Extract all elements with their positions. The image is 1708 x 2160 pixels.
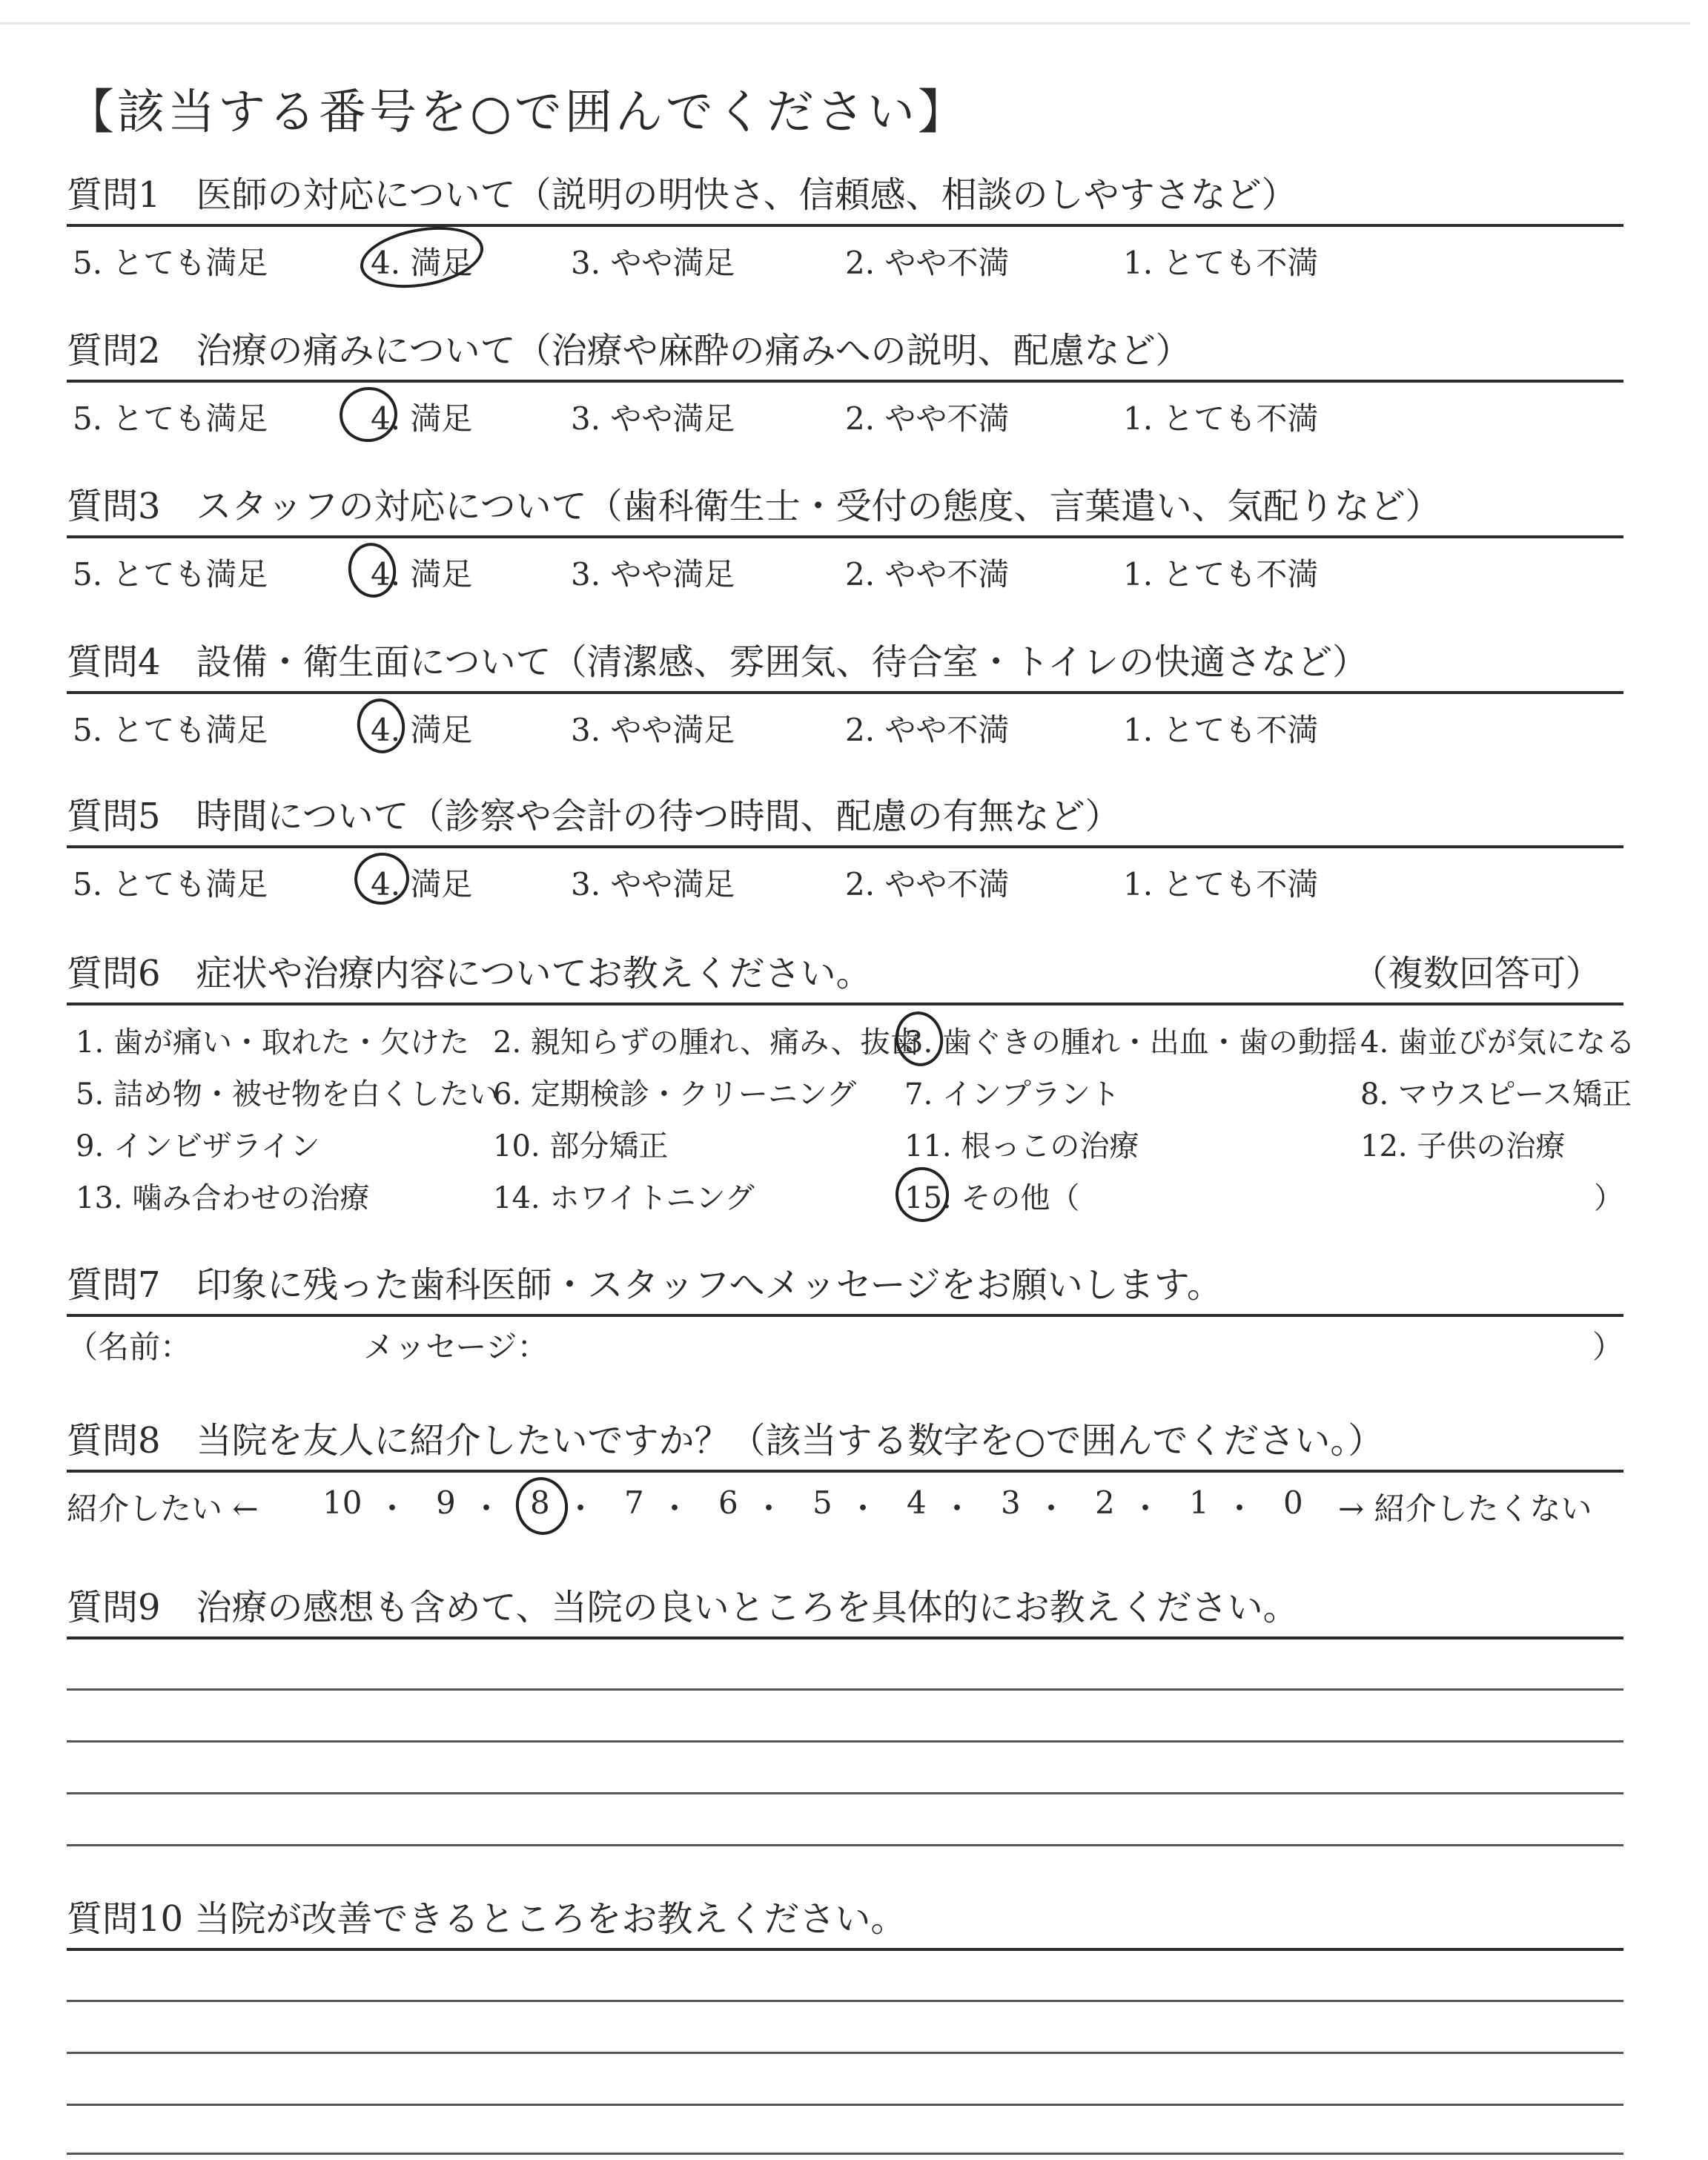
question-2 bbox=[67, 326, 1623, 436]
question-2-title: 質問2 治療の痛みについて（治療や麻酔の痛みへの説明、配慮など） bbox=[67, 330, 1191, 371]
scale-value-5[interactable]: 5 bbox=[812, 1484, 833, 1521]
scan-edge bbox=[0, 22, 1690, 24]
question-8 bbox=[67, 1416, 1623, 1526]
scale-separator: ・ bbox=[565, 1490, 597, 1527]
question-4-title: 質問4 設備・衛生面について（清潔感、雰囲気、待合室・トイレの快適さなど） bbox=[67, 641, 1368, 683]
scale-separator: ・ bbox=[659, 1490, 691, 1527]
question-9 bbox=[67, 1583, 1623, 1877]
scale-separator: ・ bbox=[1036, 1490, 1068, 1527]
scale-value-4[interactable]: 4 bbox=[907, 1484, 927, 1521]
scale-separator: ・ bbox=[377, 1490, 408, 1527]
question-3-title: 質問3 スタッフの対応について（歯科衛生士・受付の態度、言葉遣い、気配りなど） bbox=[67, 486, 1441, 527]
symptom-option-5[interactable]: 5. 詰め物・被せ物を白くしたい bbox=[76, 1077, 499, 1112]
question-3-options bbox=[67, 538, 1623, 592]
scale-separator: ・ bbox=[847, 1490, 879, 1527]
option-5[interactable]: 5. とても満足 bbox=[73, 866, 268, 902]
writing-line bbox=[67, 2000, 1623, 2002]
question-8-title: 質問8 当院を友人に紹介したいですか？（該当する数字を○で囲んでください。） bbox=[67, 1420, 1384, 1462]
symptom-option-9[interactable]: 9. インビザライン bbox=[76, 1129, 320, 1163]
writing-line bbox=[67, 2153, 1623, 2155]
scale-left-label: 紹介したい ← bbox=[67, 1490, 259, 1527]
other-close-paren: ） bbox=[1594, 1181, 1623, 1215]
scale-separator: ・ bbox=[941, 1490, 973, 1527]
option-3[interactable]: 3. やや満足 bbox=[571, 712, 735, 748]
message-close-paren: ） bbox=[1592, 1329, 1623, 1365]
question-4 bbox=[67, 638, 1623, 747]
symptom-option-7[interactable]: 7. インプラント bbox=[904, 1077, 1120, 1112]
option-1[interactable]: 1. とても不満 bbox=[1123, 245, 1319, 281]
question-5 bbox=[67, 792, 1623, 902]
symptom-option-1[interactable]: 1. 歯が痛い・取れた・欠けた bbox=[76, 1025, 469, 1060]
symptom-option-13[interactable]: 13. 噛み合わせの治療 bbox=[76, 1181, 370, 1215]
scale-value-7[interactable]: 7 bbox=[624, 1484, 644, 1521]
writing-line bbox=[67, 2104, 1623, 2106]
option-4[interactable]: 4. 満足 bbox=[371, 712, 473, 748]
question-7-fields bbox=[67, 1317, 1623, 1365]
option-2[interactable]: 2. やや不満 bbox=[845, 245, 1010, 281]
scale-value-2[interactable]: 2 bbox=[1095, 1484, 1115, 1521]
option-3[interactable]: 3. やや満足 bbox=[571, 556, 735, 592]
option-2[interactable]: 2. やや不満 bbox=[845, 712, 1010, 748]
option-4[interactable]: 4. 満足 bbox=[371, 556, 473, 592]
symptom-option-10[interactable]: 10. 部分矯正 bbox=[493, 1129, 669, 1163]
option-1[interactable]: 1. とても不満 bbox=[1123, 556, 1319, 592]
question-10-title: 質問10 当院が改善できるところをお教えください。 bbox=[67, 1898, 907, 1940]
scale-value-9[interactable]: 9 bbox=[436, 1484, 456, 1521]
option-2[interactable]: 2. やや不満 bbox=[845, 556, 1010, 592]
scale-value-0[interactable]: 0 bbox=[1283, 1484, 1303, 1521]
symptom-option-8[interactable]: 8. マウスピース矯正 bbox=[1360, 1077, 1632, 1112]
question-6-title bbox=[67, 949, 1623, 998]
option-5[interactable]: 5. とても満足 bbox=[73, 245, 268, 281]
option-4[interactable]: 4. 満足 bbox=[371, 866, 473, 902]
recommend-scale bbox=[67, 1473, 1623, 1526]
symptom-option-15[interactable]: 15. その他（ bbox=[904, 1181, 1080, 1215]
question-7 bbox=[67, 1261, 1623, 1365]
option-2[interactable]: 2. やや不満 bbox=[845, 866, 1010, 902]
writing-line bbox=[67, 1844, 1623, 1846]
scale-value-1[interactable]: 1 bbox=[1189, 1484, 1209, 1521]
symptom-option-6[interactable]: 6. 定期検診・クリーニング bbox=[493, 1077, 857, 1112]
page-heading: 【該当する番号を○で囲んでください】 bbox=[67, 85, 968, 140]
symptom-option-11[interactable]: 11. 根っこの治療 bbox=[904, 1129, 1139, 1163]
question-6 bbox=[67, 949, 1635, 1221]
question-1-title: 質問1 医師の対応について（説明の明快さ、信頼感、相談のしやすさなど） bbox=[67, 174, 1297, 216]
question-3 bbox=[67, 482, 1623, 592]
question-5-title: 質問5 時間について（診察や会計の待つ時間、配慮の有無など） bbox=[67, 796, 1121, 837]
scale-separator: ・ bbox=[471, 1490, 503, 1527]
writing-line bbox=[67, 1740, 1623, 1743]
symptom-option-3[interactable]: 3. 歯ぐきの腫れ・出血・歯の動揺 bbox=[904, 1025, 1357, 1060]
question-4-options bbox=[67, 694, 1623, 747]
option-3[interactable]: 3. やや満足 bbox=[571, 400, 735, 437]
message-label: メッセージ： bbox=[363, 1329, 549, 1365]
option-2[interactable]: 2. やや不満 bbox=[845, 400, 1010, 437]
scale-separator: ・ bbox=[1224, 1490, 1256, 1527]
question-10-answer-area[interactable] bbox=[67, 1951, 1623, 2159]
question-1-options bbox=[67, 227, 1623, 280]
question-10 bbox=[67, 1895, 1623, 2159]
question-6-text: 質問6 症状や治療内容についてお教えください。 bbox=[67, 953, 872, 994]
writing-line bbox=[67, 1688, 1623, 1691]
option-1[interactable]: 1. とても不満 bbox=[1123, 400, 1319, 437]
symptom-option-14[interactable]: 14. ホワイトニング bbox=[493, 1181, 755, 1215]
question-6-options bbox=[67, 1005, 1635, 1221]
name-label: （名前： bbox=[67, 1329, 192, 1365]
option-4[interactable]: 4. 満足 bbox=[371, 245, 473, 281]
symptom-option-2[interactable]: 2. 親知らずの腫れ、痛み、抜歯 bbox=[493, 1025, 920, 1060]
symptom-option-12[interactable]: 12. 子供の治療 bbox=[1360, 1129, 1566, 1163]
option-5[interactable]: 5. とても満足 bbox=[73, 712, 268, 748]
scale-separator: ・ bbox=[753, 1490, 785, 1527]
question-1 bbox=[67, 171, 1623, 280]
scale-separator: ・ bbox=[1130, 1490, 1162, 1527]
writing-line bbox=[67, 1792, 1623, 1794]
option-4[interactable]: 4. 満足 bbox=[371, 400, 473, 437]
question-2-options bbox=[67, 383, 1623, 436]
option-1[interactable]: 1. とても不満 bbox=[1123, 866, 1319, 902]
option-3[interactable]: 3. やや満足 bbox=[571, 866, 735, 902]
scale-value-6[interactable]: 6 bbox=[718, 1484, 738, 1521]
question-5-options bbox=[67, 848, 1623, 902]
option-1[interactable]: 1. とても不満 bbox=[1123, 712, 1319, 748]
option-5[interactable]: 5. とても満足 bbox=[73, 556, 268, 592]
question-9-answer-area[interactable] bbox=[67, 1639, 1623, 1877]
scale-right-label: → 紹介したくない bbox=[1338, 1490, 1592, 1527]
multiple-answer-note: （複数回答可） bbox=[1351, 953, 1601, 994]
option-5[interactable]: 5. とても満足 bbox=[73, 400, 268, 437]
scale-value-3[interactable]: 3 bbox=[1001, 1484, 1021, 1521]
symptom-option-4[interactable]: 4. 歯並びが気になる bbox=[1360, 1025, 1635, 1060]
question-9-title: 質問9 治療の感想も含めて、当院の良いところを具体的にお教えください。 bbox=[67, 1587, 1299, 1628]
scale-value-10[interactable]: 10 bbox=[322, 1484, 363, 1521]
question-7-title: 質問7 印象に残った歯科医師・スタッフへメッセージをお願いします。 bbox=[67, 1264, 1222, 1306]
scale-value-8[interactable]: 8 bbox=[530, 1484, 550, 1521]
writing-line bbox=[67, 2052, 1623, 2054]
option-3[interactable]: 3. やや満足 bbox=[571, 245, 735, 281]
